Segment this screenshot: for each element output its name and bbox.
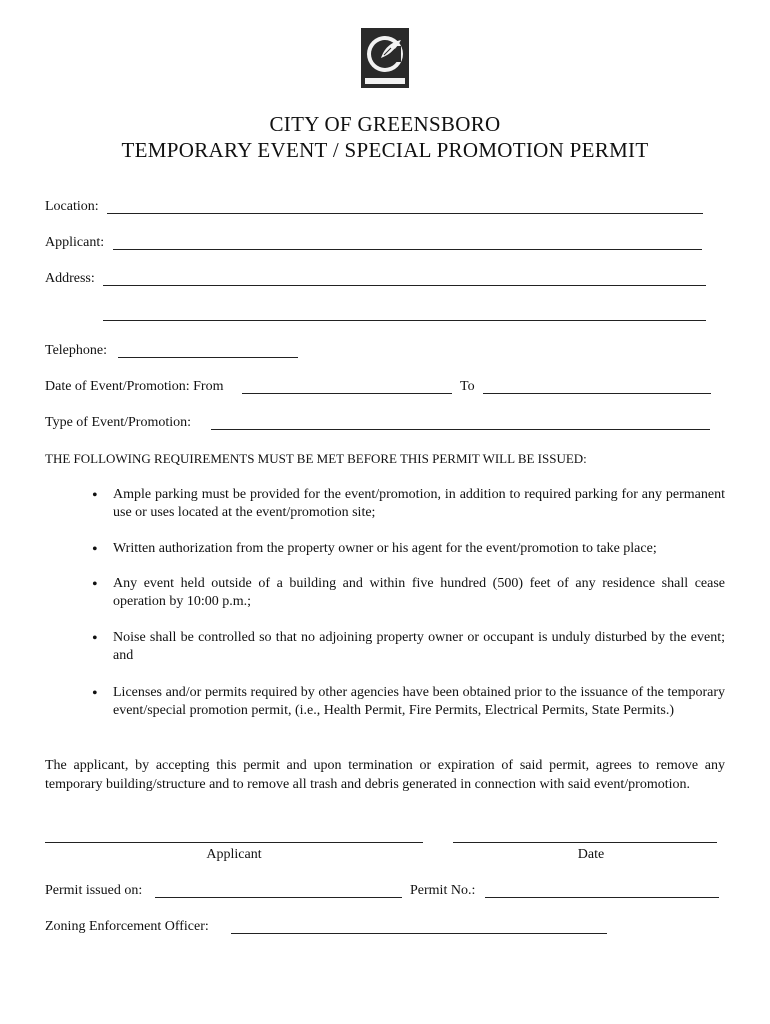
bullet-icon: • xyxy=(92,685,98,702)
requirement-item: Licenses and/or permits required by other agencies have been obtained prior to the issuance of the temporary event/special promotion permit, (i.e., Health Permit, Fire Permits, Electrical Permits, State Permits.) xyxy=(113,685,725,718)
page-title: CITY OF GREENSBORO xyxy=(269,112,501,136)
bullet-icon: • xyxy=(92,630,98,647)
permit-no-field[interactable] xyxy=(485,897,719,898)
requirement-item: Noise shall be controlled so that no adjoining property owner or occupant is unduly disturbed by the event; and xyxy=(113,630,725,663)
telephone-label: Telephone: xyxy=(45,343,107,358)
page-subtitle: TEMPORARY EVENT / SPECIAL PROMOTION PERMIT xyxy=(121,138,649,162)
address-label: Address: xyxy=(45,271,95,286)
date-to-field[interactable] xyxy=(483,393,711,394)
applicant-signature-label: Applicant xyxy=(206,847,262,862)
type-label: Type of Event/Promotion: xyxy=(45,415,192,430)
location-field[interactable] xyxy=(107,213,703,214)
bullet-icon: • xyxy=(92,487,98,504)
type-field[interactable] xyxy=(211,429,710,430)
telephone-field[interactable] xyxy=(118,357,298,358)
bullet-icon: • xyxy=(92,541,98,558)
date-signature-field[interactable] xyxy=(453,842,717,843)
agreement-paragraph: The applicant, by accepting this permit and upon termination or expiration of said permit, agrees to remove any temporary building/structure and to remove all trash and debris generated in connection with said event/promotion. xyxy=(45,758,725,792)
permit-no-label: Permit No.: xyxy=(410,883,476,898)
address-field-line1[interactable] xyxy=(103,285,706,286)
officer-label: Zoning Enforcement Officer: xyxy=(45,919,209,934)
requirement-item: Any event held outside of a building and within five hundred (500) feet of any residence shall cease operation by 10:00 p.m.; xyxy=(113,576,725,609)
city-seal-logo xyxy=(361,28,409,88)
requirement-item: Ample parking must be provided for the event/promotion, in addition to required parking for any permanent use or uses located at the event/promotion site; xyxy=(113,487,725,520)
applicant-label: Applicant: xyxy=(45,235,105,250)
applicant-field[interactable] xyxy=(113,249,702,250)
date-from-label: Date of Event/Promotion: From xyxy=(45,379,224,394)
permit-issued-field[interactable] xyxy=(155,897,402,898)
location-label: Location: xyxy=(45,199,99,214)
officer-field[interactable] xyxy=(231,933,607,934)
bullet-icon: • xyxy=(92,576,98,593)
date-from-field[interactable] xyxy=(242,393,452,394)
address-field-line2[interactable] xyxy=(103,320,706,321)
requirements-heading: THE FOLLOWING REQUIREMENTS MUST BE MET BEFORE THIS PERMIT WILL BE ISSUED: xyxy=(45,451,587,466)
requirement-item: Written authorization from the property owner or his agent for the event/promotion to take place; xyxy=(113,541,657,556)
date-signature-label: Date xyxy=(577,847,605,862)
date-to-label: To xyxy=(460,379,475,394)
applicant-signature-field[interactable] xyxy=(45,842,423,843)
permit-issued-label: Permit issued on: xyxy=(45,883,143,898)
